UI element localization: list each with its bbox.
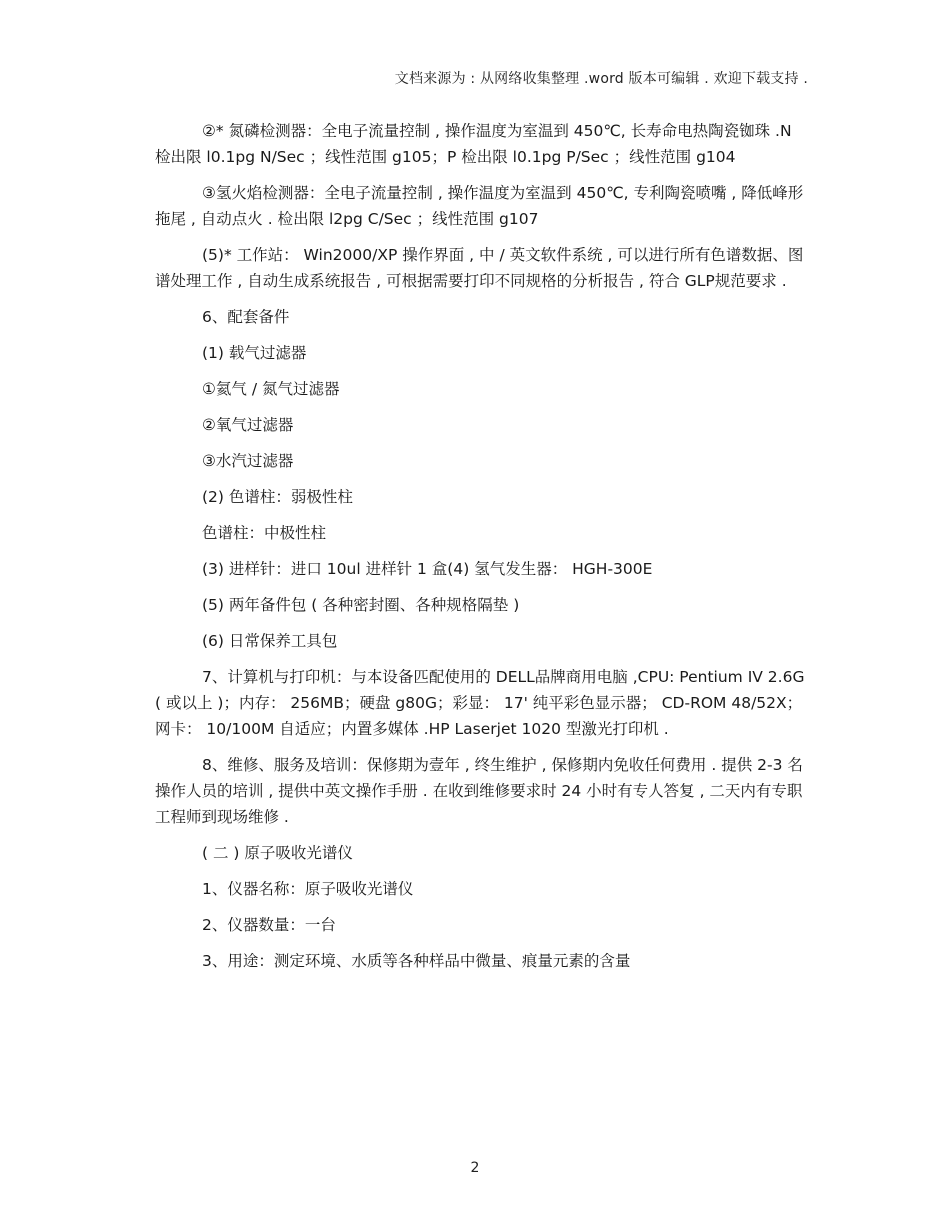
document-body [155,118,805,984]
list-item: (3) 进样针：进口 10ul 进样针 1 盒(4) 氢气发生器： HGH-300E [202,560,653,578]
list-item: ③水汽过滤器 [202,452,294,470]
page-header: 文档来源为 : 从网络收集整理 .word 版本可编辑 . 欢迎下载支持 . [394,71,808,87]
page-number: 2 [470,1160,480,1176]
paragraph-workstation: (5)* 工作站： Win2000/XP 操作界面 , 中 / 英文软件系统 , 可以进行所有色谱数据、图谱处理工作 , 自动生成系统报告 , 可根据需要打印不同规格的分析报告 , 符合 GLP规范要求 . [155,246,804,290]
list-item: 1、仪器名称：原子吸收光谱仪 [202,880,414,898]
section-heading-accessories: 6、配套备件 [202,308,290,326]
paragraph-fid-detector: ③氢火焰检测器：全电子流量控制 , 操作温度为室温到 450℃, 专利陶瓷喷嘴 , 降低峰形拖尾 , 自动点火 . 检出限 l2pg C/Sec ；线性范围 g107 [155,184,804,228]
list-item: (1) 载气过滤器 [202,344,307,362]
paragraph-computer-printer: 7、计算机与打印机：与本设备匹配使用的 DELL品牌商用电脑 ,CPU: Pentium IV 2.6G( 或以上 )；内存： 256MB；硬盘 g80G；彩显： 17' 纯平彩色显示器； CD-ROM 48/52X；网卡： 10/100M 自适应；内置多媒体 .HP Laserjet 1020 型激光打印机 . [155,668,805,738]
list-item: 3、用途：测定环境、水质等各种样品中微量、痕量元素的含量 [202,952,631,970]
list-item: (5) 两年备件包 ( 各种密封圈、各种规格隔垫 ) [202,596,520,614]
list-item: 2、仪器数量：一台 [202,916,336,934]
list-item: ②氧气过滤器 [202,416,294,434]
list-item: 色谱柱：中极性柱 [202,524,327,542]
section-heading-aas: ( 二 ) 原子吸收光谱仪 [202,844,353,862]
list-item: (2) 色谱柱：弱极性柱 [202,488,353,506]
list-item: (6) 日常保养工具包 [202,632,338,650]
paragraph-npd-detector: ②* 氮磷检测器：全电子流量控制 , 操作温度为室温到 450℃, 长寿命电热陶瓷铷珠 .N 检出限 l0.1pg N/Sec ；线性范围 g105；P 检出限 l0.1pg P/Sec ；线性范围 g104 [155,122,792,166]
paragraph-service-training: 8、维修、服务及培训：保修期为壹年 , 终生维护 , 保修期内免收任何费用 . 提供 2-3 名操作人员的培训 , 提供中英文操作手册 . 在收到维修要求时 24 小时有专人答复 , 二天内有专职工程师到现场维修 . [155,756,803,826]
list-item: ①氦气 / 氮气过滤器 [202,380,340,398]
